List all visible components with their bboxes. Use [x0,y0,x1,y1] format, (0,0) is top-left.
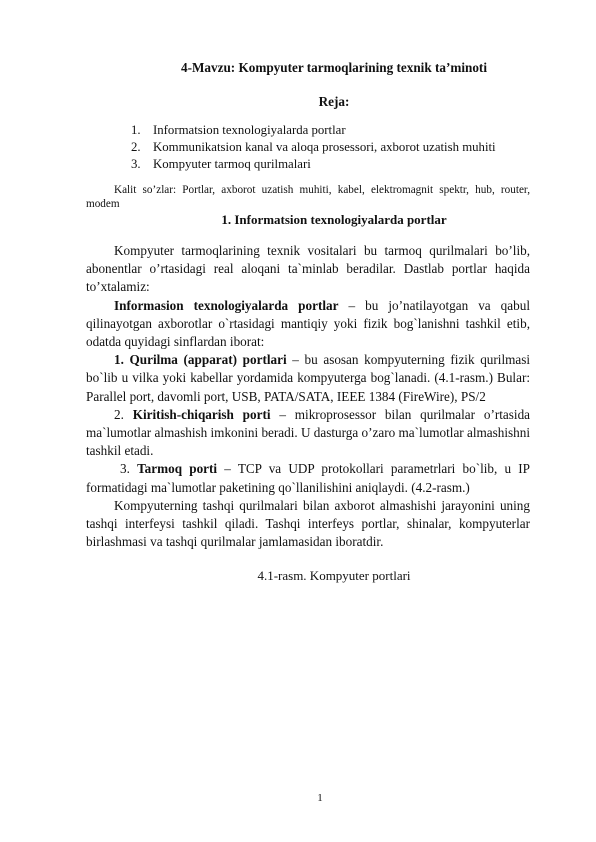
plan-item [131,122,496,139]
figure-caption [0,568,596,584]
keywords-text: Kalit so’zlar: Portlar, axborot uzatish muhiti, kabel, elektromagnit spektr, hub, router, modem [86,184,530,210]
term-bold: Informasion texnologiyalarda portlar [114,297,339,313]
paragraph-text: – bu asosan kompyuterning fizik qurilmasi bo`lib u vilka yoki kabellar yordamida kompyuterga bog`lanadi. (4.1-rasm.) Bular: Parallel port, davomli port, USB, PATA/SATA, IEEE 1384 (FireWire), PS/2 [86,352,531,404]
body-text [86,242,530,551]
paragraph-text: – mikroprosessor bilan qurilmalar o’rtasida ma`lumotlar almashish imkonini beradi. U dasturga o’zaro ma`lumotlar almashishni tashkil etadi. [86,406,531,459]
term-bold: 1. Qurilma (apparat) portlari [114,352,287,368]
section-heading [0,212,596,228]
plan-list [131,122,496,173]
paragraph-text: – TCP va UDP protokollari parametrlari bo`lib, u IP formatidagi ma`lumotlar paketining qo`llanilishini aniqlaydi. (4.2-rasm.) [86,461,531,495]
plan-item-number: 2. [131,140,141,154]
plan-item-text: Informatsion texnologiyalarda portlar [153,123,346,137]
paragraph-text: – bu jo’natilayotgan va qabul qilinayotgan axborotlar o`rtasidagi mantiqiy yoki fizik bog`lanishni tashkil etib, odatda quyidagi sinflardan iborat: [86,297,530,350]
paragraph-external-interface: Kompyuterning tashqi qurilmalari bilan axborot almashishi jarayonini uning tashqi interfeysi tashkil qiladi. Tashqi interfeys portlar, shinalar, kompyuterlar birlashmasi va tashqi qurilmalar jamlamasidan iboratdir. [86,497,530,550]
plan-item-text: Kommunikatsion kanal va aloqa prosessori, axborot uzatish muhiti [153,140,496,154]
plan-item-number: 1. [131,123,141,137]
plan-item-text: Kompyuter tarmoq qurilmalari [153,157,311,171]
item-number: 3. [120,461,138,477]
paragraph-intro: Kompyuter tarmoqlarining texnik vositalari bu tarmoq qurilmalari bo’lib, abonentlar o’rtasidagi real aloqani ta`minlab beradilar. Dastlab portlar haqida to’xtalamiz: [86,243,530,295]
page-number-text: 1 [317,792,323,804]
plan-item [131,139,496,156]
plan-heading: Reja: [318,94,350,109]
paragraph-ports-definition [86,297,530,352]
page-number [0,792,596,804]
term-bold: Tarmoq porti [137,461,218,477]
plan-item [131,156,496,173]
page-title: 4-Mavzu: Kompyuter tarmoqlarining texnik ta’minoti [181,60,487,75]
paragraph-network-port [86,460,530,496]
figure-caption-text: 4.1-rasm. Kompyuter portlari [257,568,411,583]
paragraph-hardware-ports [86,351,530,406]
keywords-paragraph [86,183,530,211]
plan-item-number: 3. [131,157,141,171]
section-heading-text: 1. Informatsion texnologiyalarda portlar [221,212,447,227]
term-bold: Kiritish-chiqarish porti [132,406,271,422]
item-number: 2. [114,406,133,422]
paragraph-io-port [86,406,530,461]
